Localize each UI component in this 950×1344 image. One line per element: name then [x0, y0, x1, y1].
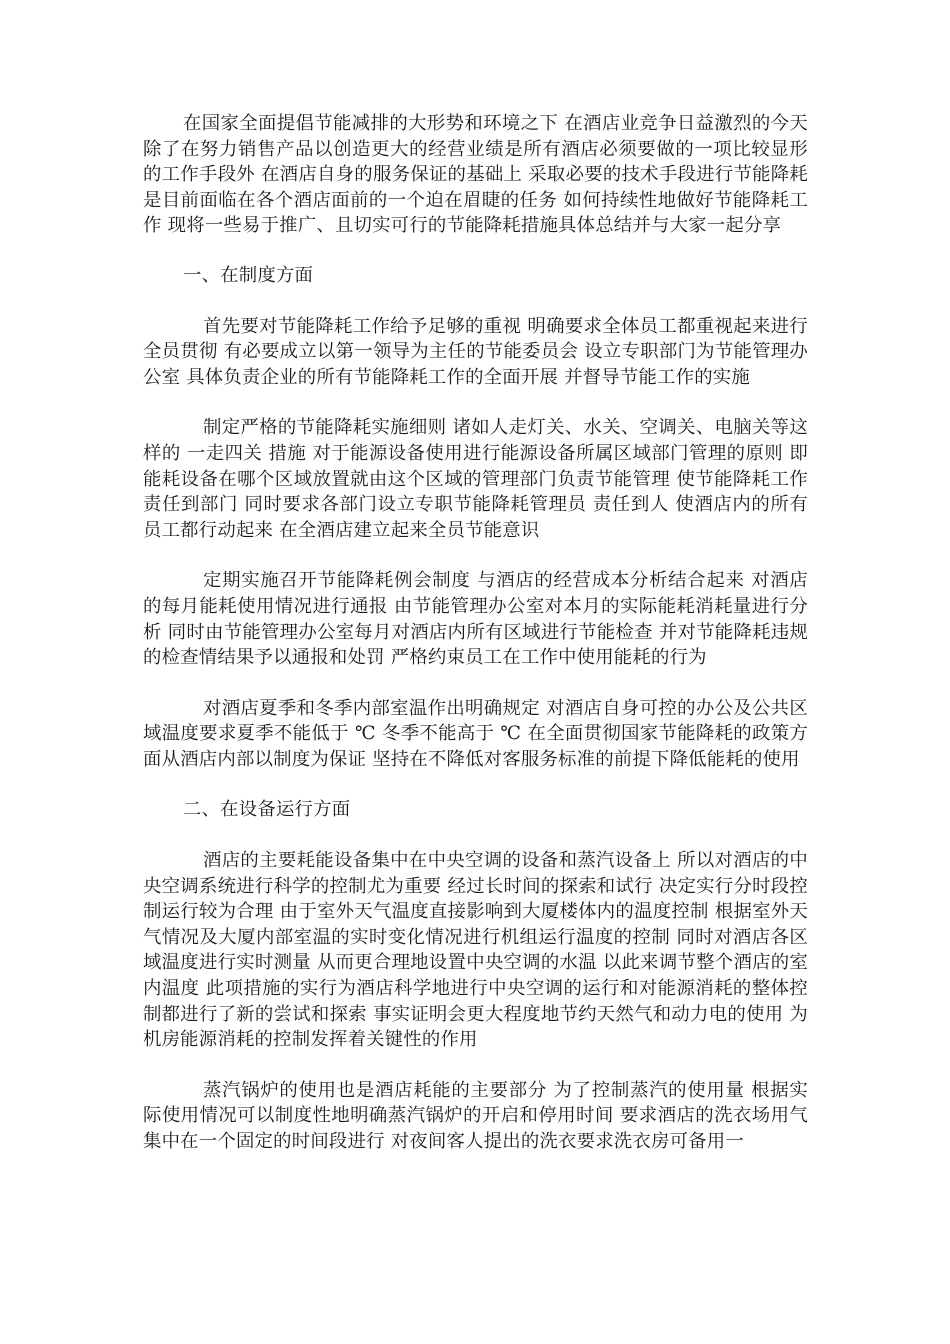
- section-heading-equipment: 二、在设备运行方面: [183, 799, 351, 821]
- body-paragraph: 酒店的主要耗能设备集中在中央空调的设备和蒸汽设备上 所以对酒店的中央空调系统进行科学的控制尤为重要 经过长时间的探索和试行 决定实行分时段控制运行较为合理 由于室外天气温度直接影响到大厦楼体内的温度控制 根据室外天气情况及大厦内部室温的实时变化情况进行机组运行温度的控制 同时对酒店各区域温度进行实时测量 从而更合理地设置中央空调的水温 以此来调节整个酒店的室内温度 此项措施的实行为酒店科学地进行中央空调的运行和对能源消耗的整体控制都进行了新的尝试和探索 事实证明会更大程度地节约天然气和动力电的使用 为机房能源消耗的控制发挥着关键性的作用: [143, 850, 808, 1051]
- section-heading-system: 一、在制度方面: [183, 264, 314, 286]
- document-page: [143, 111, 808, 1155]
- body-paragraph: 定期实施召开节能降耗例会制度 与酒店的经营成本分析结合起来 对酒店的每月能耗使用情况进行通报 由节能管理办公室对本月的实际能耗消耗量进行分析 同时由节能管理办公室每月对酒店内所有区域进行节能检查 并对节能降耗违规的检查情结果予以通报和处罚 严格约束员工在工作中使用能耗的行为: [143, 570, 808, 669]
- body-paragraph: 对酒店夏季和冬季内部室温作出明确规定 对酒店自身可控的办公及公共区域温度要求夏季不能低于 ℃ 冬季不能高于 ℃ 在全面贯彻国家节能降耗的政策方面从酒店内部以制度为保证 坚持在不降低对客服务标准的前提下降低能耗的使用: [143, 697, 808, 770]
- body-paragraph: 制定严格的节能降耗实施细则 诸如人走灯关、水关、空调关、电脑关等这样的 一走四关 措施 对于能源设备使用进行能源设备所属区域部门管理的原则 即能耗设备在哪个区域放置就由这个区域的管理部门负责节能管理 使节能降耗工作责任到部门 同时要求各部门设立专职节能降耗管理员 责任到人 使酒店内的所有员工都行动起来 在全酒店建立起来全员节能意识: [143, 417, 808, 541]
- intro-paragraph: 在国家全面提倡节能减排的大形势和环境之下 在酒店业竞争日益激烈的今天 除了在努力销售产品以创造更大的经营业绩是所有酒店必须要做的一项比较显形的工作手段外 在酒店自身的服务保证的基础上 采取必要的技术手段进行节能降耗 是目前面临在各个酒店面前的一个迫在眉睫的任务 如何持续性地做好节能降耗工作 现将一些易于推广、且切实可行的节能降耗措施具体总结并与大家一起分享: [143, 113, 808, 237]
- body-paragraph: 蒸汽锅炉的使用也是酒店耗能的主要部分 为了控制蒸汽的使用量 根据实际使用情况可以制度性地明确蒸汽锅炉的开启和停用时间 要求酒店的洗衣场用气集中在一个固定的时间段进行 对夜间客人提出的洗衣要求洗衣房可备用一: [143, 1079, 808, 1152]
- body-paragraph: 首先要对节能降耗工作给予足够的重视 明确要求全体员工都重视起来进行全员贯彻 有必要成立以第一领导为主任的节能委员会 设立专职部门为节能管理办公室 具体负责企业的所有节能降耗工作的全面开展 并督导节能工作的实施: [143, 315, 808, 388]
